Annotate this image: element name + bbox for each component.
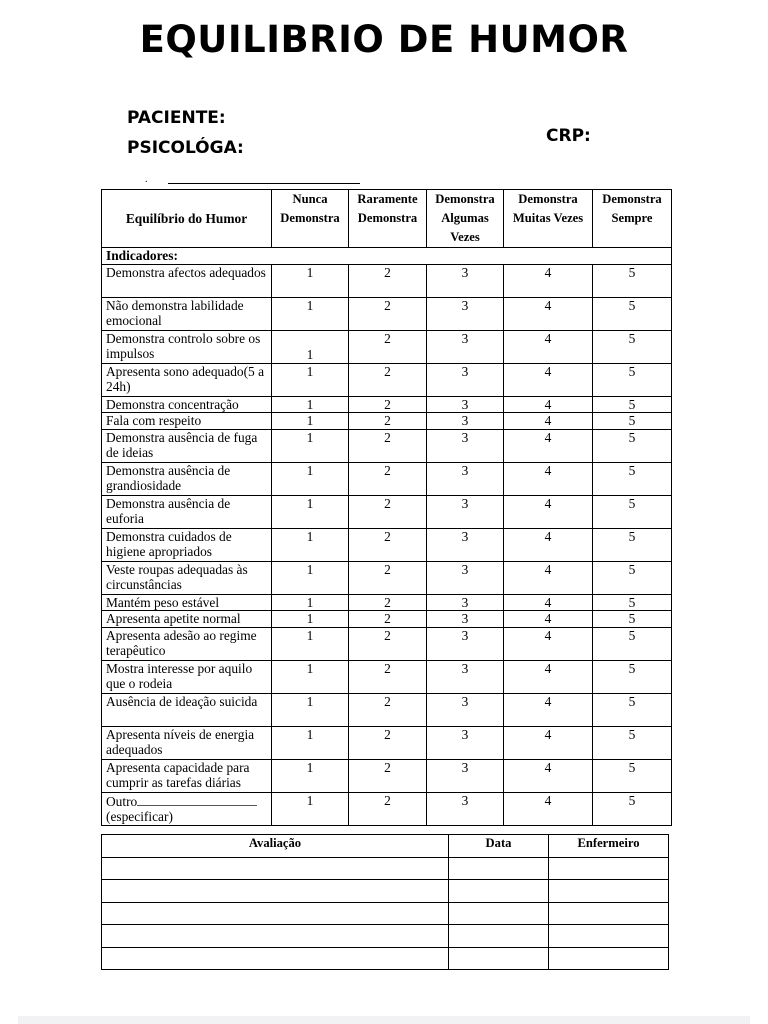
evaluation-row [102, 857, 669, 880]
header-never: Nunca Demonstra [272, 190, 349, 248]
evaluation-cell[interactable] [102, 947, 449, 970]
score-4-cell[interactable]: 4 [504, 396, 593, 413]
score-2-cell[interactable]: 2 [349, 594, 427, 611]
table-row [102, 429, 672, 462]
nurse-cell[interactable] [549, 902, 669, 925]
signature-line [168, 183, 360, 184]
score-3-cell[interactable]: 3 [427, 726, 504, 759]
indicator-label: Ausência de ideação suicida [106, 693, 258, 709]
score-1-cell[interactable]: 1 [272, 363, 349, 396]
evaluation-table [101, 834, 669, 970]
signature-dot: . [145, 174, 148, 185]
score-4-cell[interactable]: 4 [504, 726, 593, 759]
indicator-cell [102, 363, 272, 396]
score-5-cell[interactable]: 5 [593, 264, 672, 297]
score-3-cell[interactable]: 3 [427, 611, 504, 628]
score-1-cell[interactable]: 1 [272, 528, 349, 561]
table-row [102, 264, 672, 297]
indicator-cell [102, 413, 272, 430]
score-5-cell[interactable]: 5 [593, 594, 672, 611]
nurse-cell[interactable] [549, 925, 669, 948]
score-3-cell[interactable]: 3 [427, 264, 504, 297]
crp-label: CRP: [546, 126, 591, 146]
evaluation-cell[interactable] [102, 880, 449, 903]
score-2-cell[interactable]: 2 [349, 792, 427, 825]
indicator-cell [102, 528, 272, 561]
score-5-cell[interactable]: 5 [593, 726, 672, 759]
score-5-cell[interactable]: 5 [593, 429, 672, 462]
table-row [102, 627, 672, 660]
score-5-cell[interactable]: 5 [593, 611, 672, 628]
score-3-cell[interactable]: 3 [427, 297, 504, 330]
indicator-label: Demonstra ausência de euforia [106, 495, 231, 526]
indicator-label: Demonstra controlo sobre os impulsos [106, 330, 261, 361]
score-5-cell[interactable]: 5 [593, 627, 672, 660]
score-4-cell[interactable]: 4 [504, 297, 593, 330]
score-4-cell[interactable]: 4 [504, 627, 593, 660]
indicator-label: Demonstra cuidados de higiene apropriados [106, 528, 232, 559]
score-4-cell[interactable]: 4 [504, 363, 593, 396]
score-3-cell[interactable]: 3 [427, 396, 504, 413]
score-3-cell[interactable]: 3 [427, 594, 504, 611]
score-2-cell[interactable]: 2 [349, 363, 427, 396]
evaluation-cell[interactable] [102, 857, 449, 880]
header-always: Demonstra Sempre [593, 190, 672, 248]
indicator-cell [102, 594, 272, 611]
table-row [102, 792, 672, 825]
score-5-cell[interactable]: 5 [593, 413, 672, 430]
table-header-row [102, 190, 672, 248]
score-1-cell[interactable]: 1 [272, 330, 349, 363]
evaluation-cell[interactable] [102, 902, 449, 925]
score-4-cell[interactable]: 4 [504, 660, 593, 693]
score-5-cell[interactable]: 5 [593, 297, 672, 330]
table-row [102, 561, 672, 594]
score-3-cell[interactable]: 3 [427, 561, 504, 594]
mood-balance-table [101, 189, 672, 826]
score-1-cell[interactable]: 1 [272, 462, 349, 495]
score-4-cell[interactable]: 4 [504, 792, 593, 825]
page-bottom-band [18, 1016, 750, 1024]
score-3-cell[interactable]: 3 [427, 627, 504, 660]
score-1-cell[interactable]: 1 [272, 792, 349, 825]
score-3-cell[interactable]: 3 [427, 660, 504, 693]
score-2-cell[interactable]: 2 [349, 495, 427, 528]
score-3-cell[interactable]: 3 [427, 413, 504, 430]
score-4-cell[interactable]: 4 [504, 429, 593, 462]
score-4-cell[interactable]: 4 [504, 495, 593, 528]
score-4-cell[interactable]: 4 [504, 561, 593, 594]
table-row [102, 660, 672, 693]
date-cell[interactable] [449, 947, 549, 970]
indicator-label: Não demonstra labilidade emocional [106, 297, 244, 328]
score-2-cell[interactable]: 2 [349, 528, 427, 561]
score-4-cell[interactable]: 4 [504, 528, 593, 561]
evaluation-header-row [102, 835, 669, 858]
score-5-cell[interactable]: 5 [593, 792, 672, 825]
score-3-cell[interactable]: 3 [427, 363, 504, 396]
header-rarely: Raramente Demonstra [349, 190, 427, 248]
table-row [102, 363, 672, 396]
section-label: Indicadores: [102, 248, 672, 265]
score-2-cell[interactable]: 2 [349, 413, 427, 430]
indicator-cell [102, 611, 272, 628]
nurse-cell[interactable] [549, 857, 669, 880]
score-2-cell[interactable]: 2 [349, 264, 427, 297]
nurse-cell[interactable] [549, 947, 669, 970]
table-row [102, 330, 672, 363]
score-2-cell[interactable]: 2 [349, 660, 427, 693]
score-1-cell[interactable]: 1 [272, 759, 349, 792]
score-4-cell[interactable]: 4 [504, 594, 593, 611]
specify-line[interactable] [137, 793, 257, 806]
score-1-cell[interactable]: 1 [272, 396, 349, 413]
score-2-cell[interactable]: 2 [349, 726, 427, 759]
score-4-cell[interactable]: 4 [504, 330, 593, 363]
table-row [102, 528, 672, 561]
score-4-cell[interactable]: 4 [504, 264, 593, 297]
score-4-cell[interactable]: 4 [504, 611, 593, 628]
date-cell[interactable] [449, 880, 549, 903]
indicator-cell [102, 759, 272, 792]
score-5-cell[interactable]: 5 [593, 396, 672, 413]
table-row [102, 413, 672, 430]
indicator-cell [102, 429, 272, 462]
table-row [102, 611, 672, 628]
score-2-cell[interactable]: 2 [349, 561, 427, 594]
evaluation-row [102, 947, 669, 970]
header-often: Demonstra Muitas Vezes [504, 190, 593, 248]
indicator-label: Demonstra ausência de grandiosidade [106, 462, 231, 493]
score-2-cell[interactable]: 2 [349, 462, 427, 495]
date-cell[interactable] [449, 857, 549, 880]
date-cell[interactable] [449, 925, 549, 948]
score-5-cell[interactable]: 5 [593, 660, 672, 693]
score-1-cell[interactable]: 1 [272, 693, 349, 726]
score-2-cell[interactable]: 2 [349, 759, 427, 792]
psychologist-label: PSICOLÓGA: [127, 138, 244, 158]
score-5-cell[interactable]: 5 [593, 528, 672, 561]
table-row [102, 462, 672, 495]
score-3-cell[interactable]: 3 [427, 495, 504, 528]
score-5-cell[interactable]: 5 [593, 462, 672, 495]
table-row [102, 396, 672, 413]
score-4-cell[interactable]: 4 [504, 413, 593, 430]
score-3-cell[interactable]: 3 [427, 330, 504, 363]
indicator-cell [102, 792, 272, 825]
score-4-cell[interactable]: 4 [504, 759, 593, 792]
indicator-cell [102, 693, 272, 726]
header-evaluation: Avaliação [102, 835, 449, 858]
score-3-cell[interactable]: 3 [427, 792, 504, 825]
score-1-cell[interactable]: 1 [272, 627, 349, 660]
score-3-cell[interactable]: 3 [427, 759, 504, 792]
score-2-cell[interactable]: 2 [349, 693, 427, 726]
indicator-cell [102, 561, 272, 594]
score-3-cell[interactable]: 3 [427, 462, 504, 495]
indicator-cell [102, 660, 272, 693]
score-4-cell[interactable]: 4 [504, 693, 593, 726]
indicator-label: Demonstra concentração [106, 396, 239, 412]
section-row [102, 248, 672, 265]
score-5-cell[interactable]: 5 [593, 363, 672, 396]
indicator-label: Veste roupas adequadas às circunstâncias [106, 561, 248, 592]
indicator-label: Apresenta apetite normal [106, 611, 241, 626]
score-1-cell[interactable]: 1 [272, 413, 349, 430]
page-title: EQUILIBRIO DE HUMOR [139, 18, 629, 61]
score-2-cell[interactable]: 2 [349, 627, 427, 660]
indicator-cell [102, 330, 272, 363]
score-5-cell[interactable]: 5 [593, 759, 672, 792]
indicator-note: (especificar) [106, 809, 173, 824]
score-3-cell[interactable]: 3 [427, 429, 504, 462]
score-5-cell[interactable]: 5 [593, 330, 672, 363]
indicator-label: Apresenta capacidade para cumprir as tarefas diárias [106, 759, 250, 790]
score-3-cell[interactable]: 3 [427, 528, 504, 561]
indicator-label: Fala com respeito [106, 413, 202, 428]
score-4-cell[interactable]: 4 [504, 462, 593, 495]
score-1-cell[interactable]: 1 [272, 264, 349, 297]
score-2-cell[interactable]: 2 [349, 396, 427, 413]
indicator-cell [102, 264, 272, 297]
header-date: Data [449, 835, 549, 858]
score-5-cell[interactable]: 5 [593, 693, 672, 726]
indicator-cell [102, 726, 272, 759]
indicator-cell [102, 297, 272, 330]
indicator-cell [102, 627, 272, 660]
score-2-cell[interactable]: 2 [349, 330, 427, 363]
evaluation-row [102, 880, 669, 903]
header-nurse: Enfermeiro [549, 835, 669, 858]
score-2-cell[interactable]: 2 [349, 611, 427, 628]
table-row [102, 726, 672, 759]
indicator-cell [102, 462, 272, 495]
score-2-cell[interactable]: 2 [349, 297, 427, 330]
score-1-cell[interactable]: 1 [272, 297, 349, 330]
indicator-label: Mostra interesse por aquilo que o rodeia [106, 660, 253, 691]
indicator-label: Demonstra afectos adequados [106, 264, 266, 280]
score-3-cell[interactable]: 3 [427, 693, 504, 726]
score-1-cell[interactable]: 1 [272, 561, 349, 594]
table-row [102, 759, 672, 792]
score-1-cell[interactable]: 1 [272, 594, 349, 611]
score-5-cell[interactable]: 5 [593, 561, 672, 594]
score-1-cell[interactable]: 1 [272, 660, 349, 693]
score-5-cell[interactable]: 5 [593, 495, 672, 528]
score-1-cell[interactable]: 1 [272, 726, 349, 759]
evaluation-row [102, 902, 669, 925]
header-sometimes: Demonstra Algumas Vezes [427, 190, 504, 248]
score-1-cell[interactable]: 1 [272, 429, 349, 462]
score-1-cell[interactable]: 1 [272, 495, 349, 528]
indicator-cell [102, 495, 272, 528]
date-cell[interactable] [449, 902, 549, 925]
table-row [102, 594, 672, 611]
evaluation-row [102, 925, 669, 948]
table-row [102, 693, 672, 726]
evaluation-cell[interactable] [102, 925, 449, 948]
indicator-label: Apresenta adesão ao regime terapêutico [106, 627, 257, 658]
header-mood-balance: Equilíbrio do Humor [102, 190, 272, 248]
table-row [102, 495, 672, 528]
indicator-label: Outro [106, 793, 138, 809]
indicator-label: Demonstra ausência de fuga de ideias [106, 429, 258, 460]
table-row [102, 297, 672, 330]
indicator-label: Apresenta níveis de energia adequados [106, 726, 255, 757]
score-1-cell[interactable]: 1 [272, 611, 349, 628]
indicator-cell [102, 396, 272, 413]
indicator-label: Apresenta sono adequado(5 a 24h) [106, 363, 265, 394]
nurse-cell[interactable] [549, 880, 669, 903]
indicator-label: Mantém peso estável [106, 594, 220, 610]
patient-label: PACIENTE: [127, 108, 226, 128]
score-2-cell[interactable]: 2 [349, 429, 427, 462]
